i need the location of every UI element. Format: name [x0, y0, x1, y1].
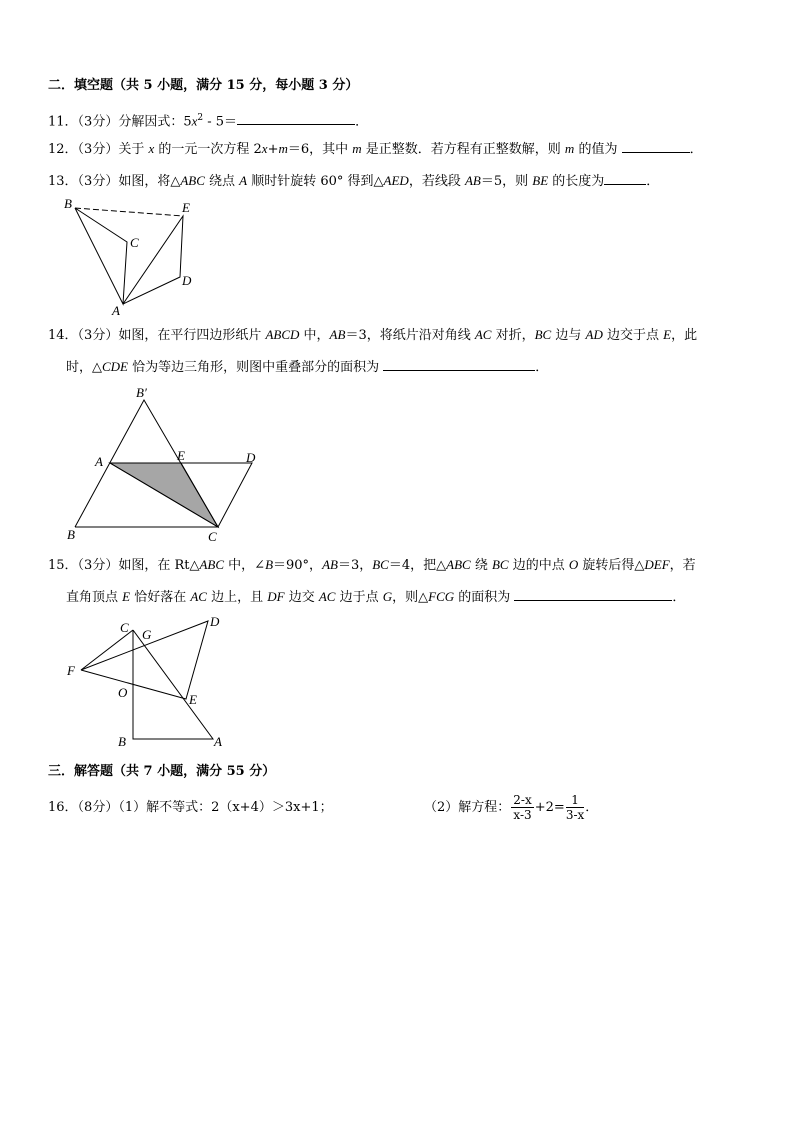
label-O: O	[118, 685, 128, 700]
t: （2）解方程：	[424, 800, 511, 815]
label-E: E	[189, 692, 197, 707]
v: AB	[464, 173, 481, 188]
v: ABC	[180, 173, 205, 188]
label-B: B	[64, 196, 72, 211]
v: DF	[267, 589, 285, 604]
t: 边的中点	[508, 558, 569, 573]
t: 14．（3分）如图，在平行四边形纸片	[48, 328, 266, 343]
t: ＝3，	[337, 558, 373, 573]
t: 的长度为	[548, 174, 605, 189]
q11-label: 11．（3分）分解因式：	[48, 114, 184, 130]
v: x	[261, 141, 268, 156]
t: 边交	[284, 590, 319, 605]
v: B	[265, 557, 274, 572]
v: AD	[585, 327, 603, 342]
q11-end: ．	[355, 114, 369, 130]
label-D: D	[210, 614, 220, 629]
numerator: 2-x	[513, 793, 532, 807]
v: AB	[322, 557, 338, 572]
t: 是正整数．若方程有正整数解，则	[361, 142, 565, 157]
v: ABCD	[265, 327, 300, 342]
v: CDE	[102, 359, 128, 374]
denominator: 3-x	[565, 808, 585, 822]
t: 中，∠	[224, 558, 266, 573]
label-E: E	[177, 448, 185, 463]
label-A: A	[95, 454, 103, 469]
v: AC	[190, 589, 207, 604]
t: 12．（3分）关于	[48, 142, 149, 157]
t: ，若线段	[408, 174, 465, 189]
t: ．	[672, 590, 686, 605]
label-G: G	[142, 627, 152, 642]
t: 时，△	[66, 360, 102, 375]
v: AC	[318, 589, 336, 604]
t: ＝3，将纸片沿对角线	[345, 328, 475, 343]
v: m	[352, 141, 362, 156]
q11-coef: 5	[183, 114, 192, 130]
q11-var: x	[191, 113, 198, 129]
v: E	[122, 589, 131, 604]
t: 的值为	[574, 142, 622, 157]
t: 中，	[299, 328, 330, 343]
t: ，则△	[392, 590, 429, 605]
t: ＝4，把△	[388, 558, 447, 573]
segment-FC	[81, 630, 133, 670]
fraction-1	[511, 793, 533, 822]
v: E	[663, 327, 672, 342]
label-F: F	[67, 663, 75, 678]
v: G	[382, 589, 393, 604]
label-D: D	[182, 273, 192, 288]
t: 边上，且	[206, 590, 268, 605]
section-3-heading: 三．解答题（共 7 小题，满分 55 分）	[48, 764, 276, 779]
t: 绕	[470, 558, 492, 573]
label-C: C	[130, 235, 139, 250]
t: ，此	[671, 328, 698, 343]
label-B: B	[118, 734, 126, 749]
t: ＝90°，	[273, 558, 323, 573]
v: m	[278, 141, 288, 156]
v: DEF	[644, 557, 670, 572]
v: FCG	[428, 589, 455, 604]
v: BE	[532, 173, 549, 188]
label-E: E	[182, 200, 190, 215]
label-A: A	[112, 303, 120, 318]
v: m	[564, 141, 575, 156]
t: 边与	[551, 328, 586, 343]
v: x	[148, 141, 155, 156]
v: BC	[491, 557, 509, 572]
section-2-heading: 二．填空题（共 5 小题，满分 15 分，每小题 3 分）	[48, 78, 359, 93]
t: +	[267, 142, 279, 157]
label-B-prime: B′	[136, 385, 147, 400]
v: AED	[383, 173, 409, 188]
label-D: D	[246, 450, 256, 465]
t: ，若	[669, 558, 696, 573]
question-16-part1: 16．（8分）（1）解不等式：2（x+4）＞3x+1；	[48, 800, 333, 815]
t: 恰为等边三角形，则图中重叠部分的面积为	[128, 360, 384, 375]
t: 的一元一次方程 2	[154, 142, 262, 157]
v: O	[568, 557, 579, 572]
t: 15．（3分）如图，在 Rt△	[48, 558, 200, 573]
v: ABC	[446, 557, 471, 572]
question-16-part2	[424, 790, 598, 826]
t: ．	[689, 142, 703, 157]
q11-exp: 2	[197, 113, 204, 123]
label-C: C	[208, 529, 217, 544]
t: ＝6，其中	[287, 142, 353, 157]
t: 边交于点	[602, 328, 664, 343]
t: ．	[646, 174, 660, 189]
label-C: C	[120, 620, 129, 635]
denominator: x-3	[513, 808, 532, 822]
t: 旋转后得△	[578, 558, 645, 573]
fraction-2	[566, 793, 584, 822]
numerator: 1	[566, 793, 584, 808]
v: ABC	[199, 557, 225, 572]
t: 的面积为	[454, 590, 515, 605]
t: 直角顶点	[66, 590, 123, 605]
t: ＝5，则	[480, 174, 533, 189]
t: ．	[535, 360, 549, 375]
q11-expr: - 5＝	[203, 114, 238, 130]
t: 13．（3分）如图，将△	[48, 174, 181, 189]
t: ．	[585, 800, 599, 815]
v: AB	[329, 327, 346, 342]
t: 顺时针旋转 60° 得到△	[247, 174, 384, 189]
t: 恰好落在	[130, 590, 191, 605]
t: +2=	[534, 800, 565, 815]
t: 绕点	[204, 174, 240, 189]
label-A: A	[214, 734, 222, 749]
label-B: B	[67, 527, 75, 542]
v: AC	[474, 327, 492, 342]
t: 对折，	[491, 328, 535, 343]
t: 边于点	[335, 590, 383, 605]
v: A	[239, 173, 248, 188]
v: BC	[534, 327, 552, 342]
v: BC	[372, 557, 389, 572]
